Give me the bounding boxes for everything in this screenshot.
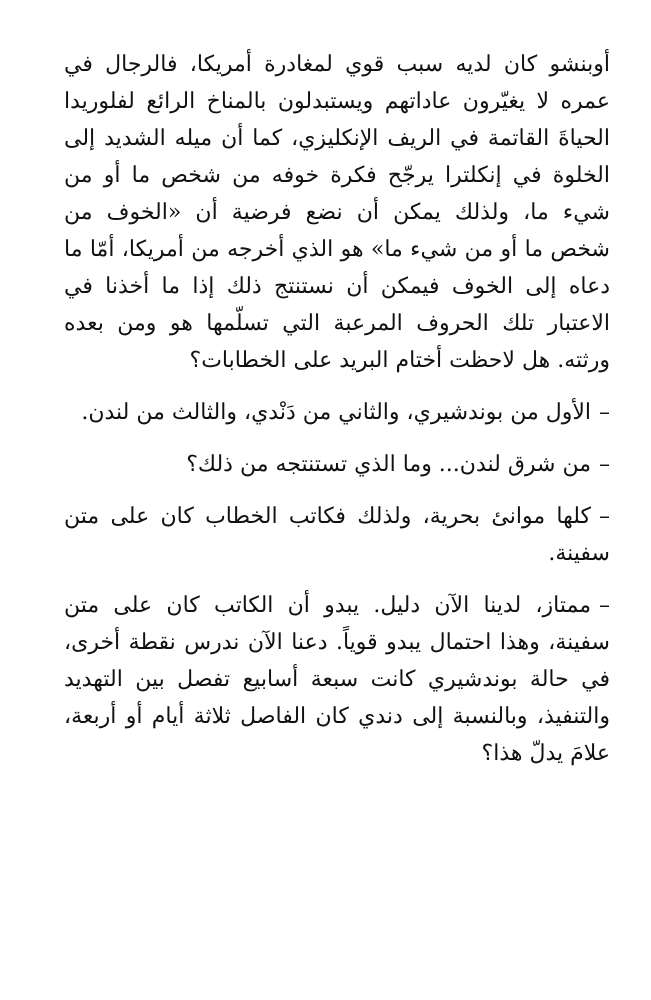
narrative-paragraph: [64, 46, 610, 379]
paragraph-text: ممتاز، لدينا الآن دليل. يبدو أن الكاتب كان على متن سفينة، وهذا احتمال يبدو قوياً. دعنا الآن ندرس نقطة أخرى، في حالة بوندشيري كانت سبعة أسابيع تفصل بين التهديد والتنفيذ، وبالنسبة إلى دندي كان الفاصل ثلاثة أيام أو أربعة، علامَ يدلّ هذا؟: [64, 593, 610, 766]
dialogue-paragraph: [64, 446, 610, 483]
dialogue-dash: –: [599, 452, 610, 477]
dialogue-dash: –: [599, 504, 610, 529]
paragraph-text: كلها موانئ بحرية، ولذلك فكاتب الخطاب كان على متن سفينة.: [64, 504, 610, 566]
dialogue-paragraph: [64, 587, 610, 772]
paragraph-text: أوبنشو كان لديه سبب قوي لمغادرة أمريكا، فالرجال في عمره لا يغيّرون عاداتهم ويستبدلون بالمناخ الرائع لفلوريدا الحياةَ القاتمة في الريف الإنكليزي، كما أن ميله الشديد إلى الخلوة في إنكلترا يرجّح فكرة خوفه من شخص ما أو من شيء ما، ولذلك يمكن أن نضع فرضية أن «الخوف من شخص ما أو من شيء ما» هو الذي أخرجه من أمريكا، أمّا ما دعاه إلى الخوف فيمكن أن نستنتج ذلك إذا ما أخذنا في الاعتبار تلك الحروف المرعبة التي تسلّمها هو ومن بعده ورثته. هل لاحظت أختام البريد على الخطابات؟: [64, 52, 610, 373]
dialogue-paragraph: [64, 394, 610, 431]
document-page: [64, 46, 610, 772]
dialogue-paragraph: [64, 498, 610, 572]
paragraph-text: الأول من بوندشيري، والثاني من دَنْدي، والثالث من لندن.: [81, 400, 591, 425]
dialogue-dash: –: [599, 593, 610, 618]
dialogue-dash: –: [599, 400, 610, 425]
paragraph-text: من شرق لندن... وما الذي تستنتجه من ذلك؟: [186, 452, 591, 477]
